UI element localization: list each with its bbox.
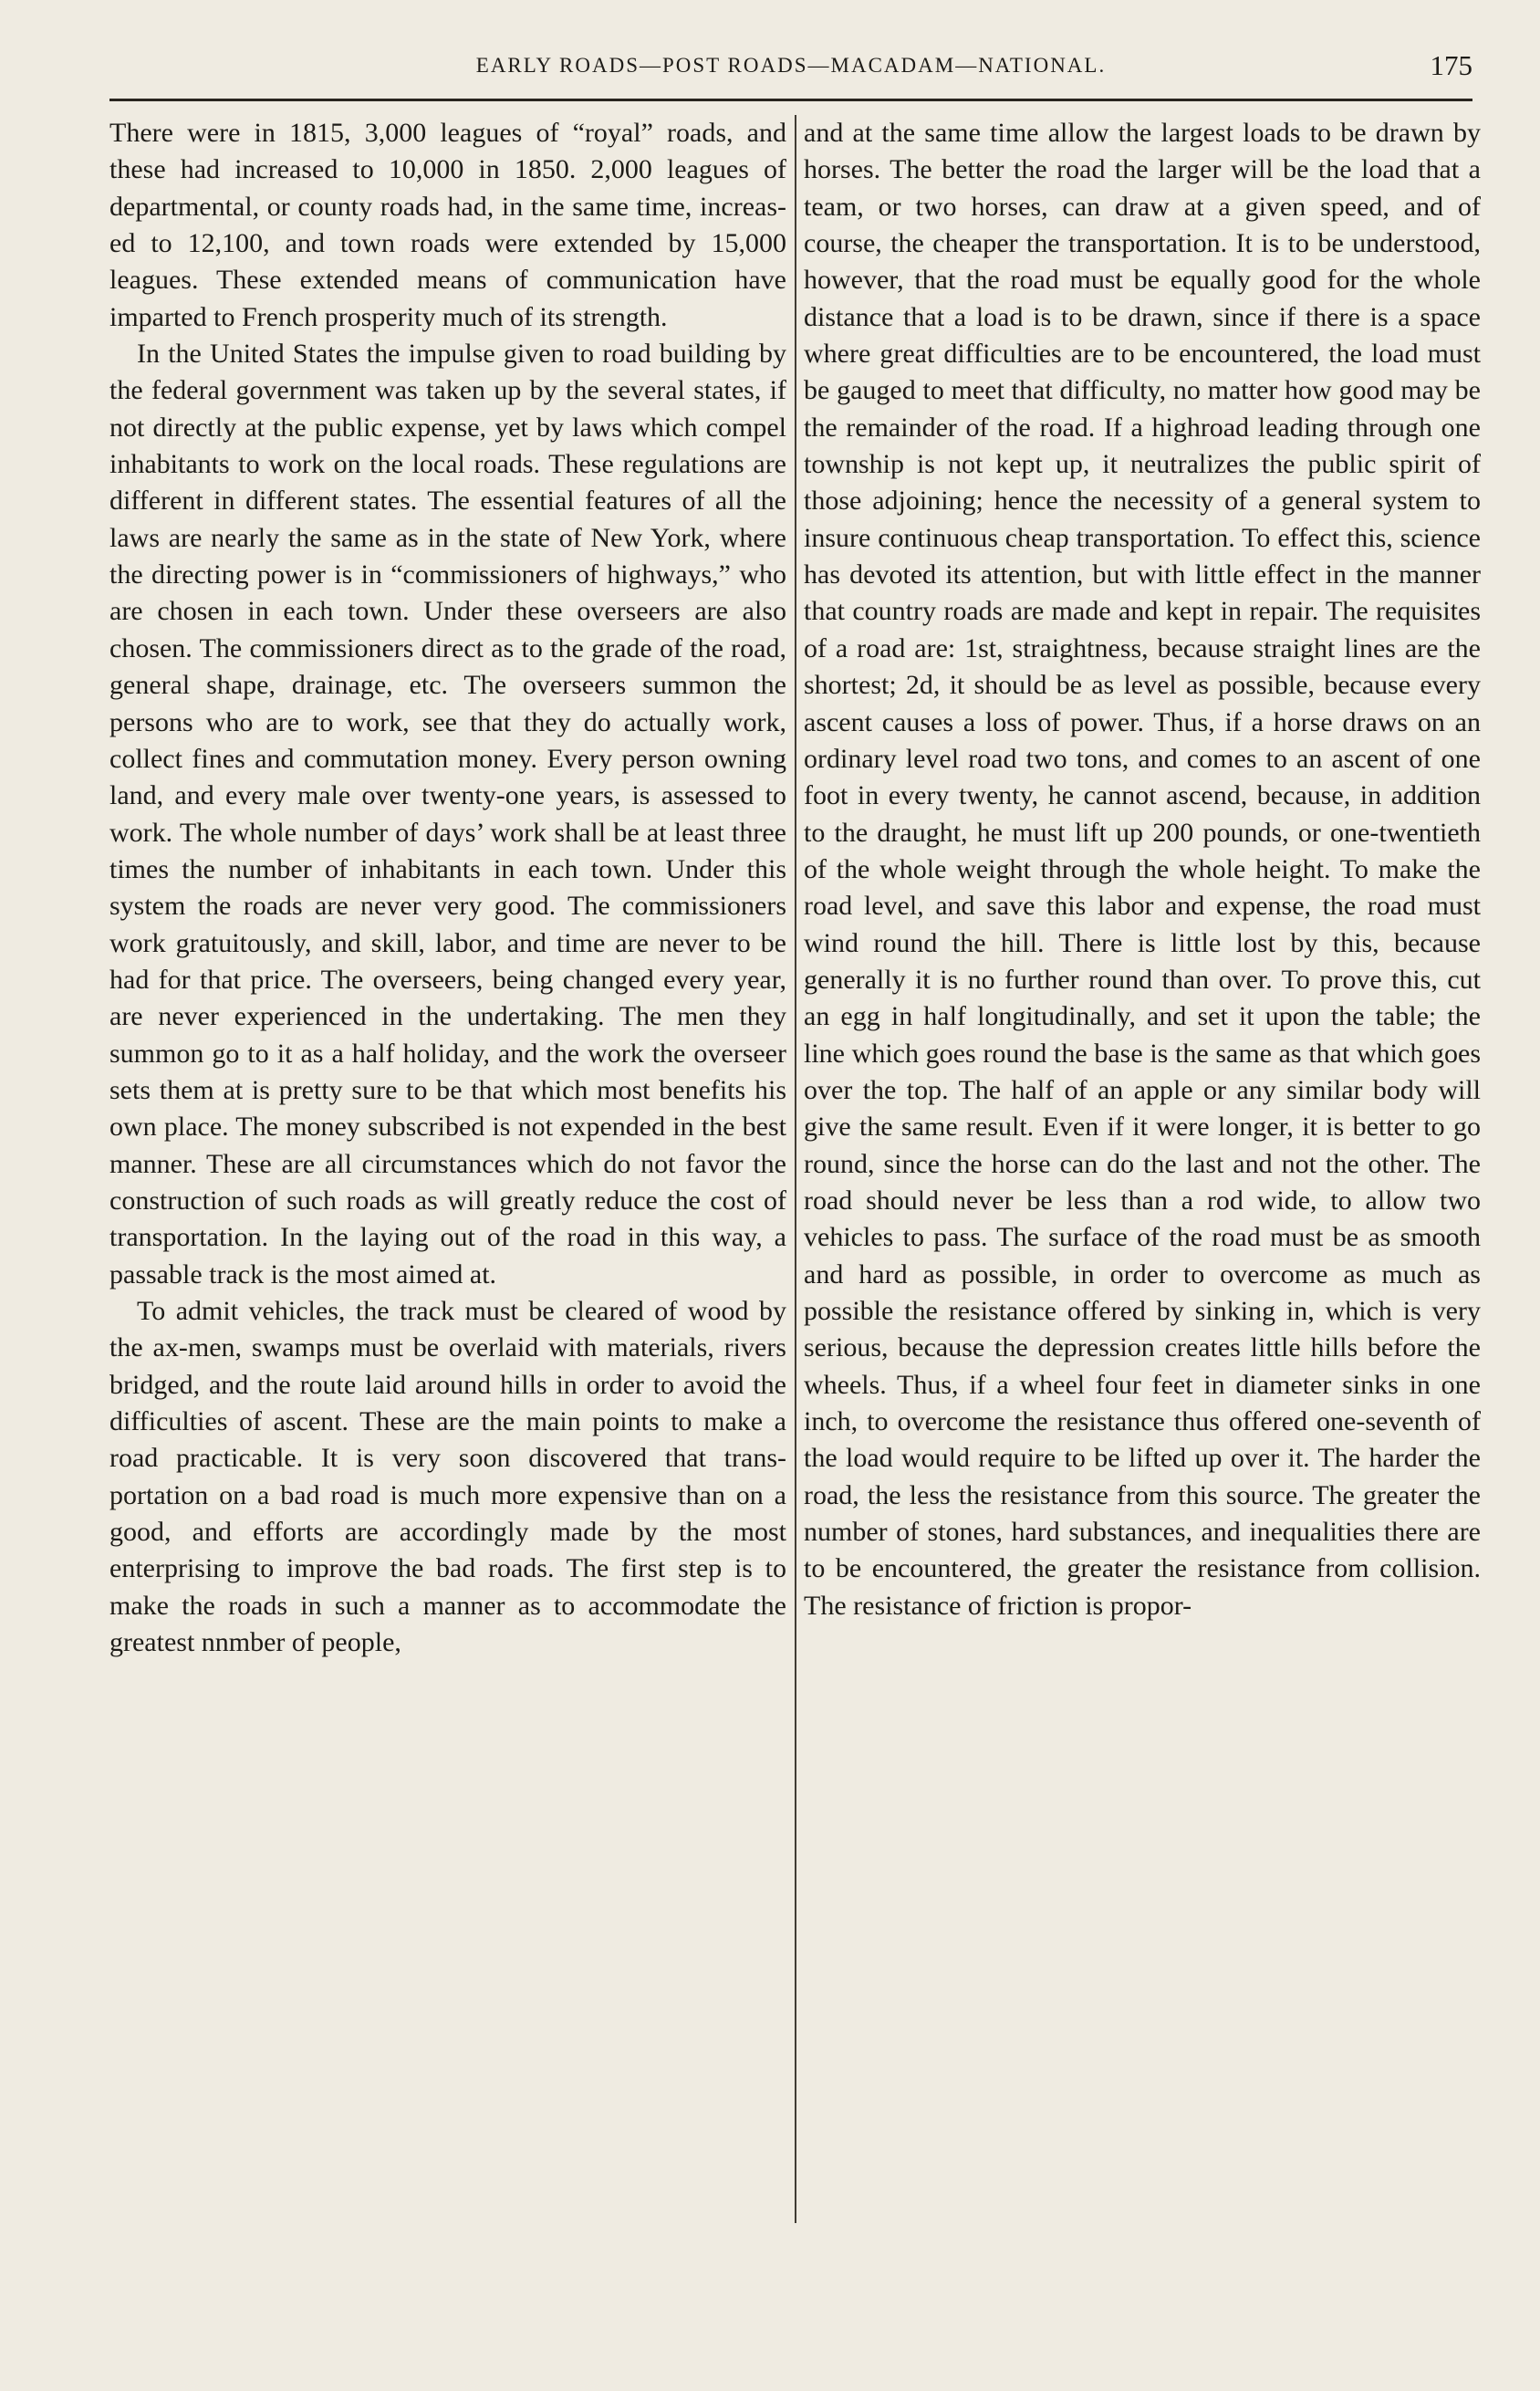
paragraph: To admit vehicles, the track must be cleared of wood by the ax-men, swamps must be overlaid with materials, rivers bridged, and the route laid around hills in order to avoid the difficulties of ascent. These are the main points to make a road practicable. It is very soon discovered that transportation on a bad road is much more expensive than on a good, and efforts are accordingly made by the most enterprising to improve the bad roads. The first step is to make the roads in such a manner as to accommodate the greatest nnmber of people, <box>109 1296 786 1658</box>
column-rule <box>795 115 796 2223</box>
paragraph: In the United States the impulse given to road building by the federal government was taken up by the several states, if not directly at the public expense, yet by laws which compel inhabitants to work on the local roads. These regulations are different in different states. The essential features of all the laws are nearly the same as in the state of New York, where the directing power is in “commissioners of highways,” who are chosen in each town. Under these overseers are also chosen. The commissioners direct as to the grade of the road, general shape, drainage, etc. The overseers summon the persons who are to work, see that they do actually work, collect fines and commutation money. Every person owning land, and every male over twenty-one years, is assessed to work. The whole number of days’ work shall be at least three times the number of inhabitants in each town. Under this system the roads are never very good. The commissioners work gratuitously, and skill, labor, and time are never to be had for that price. The overseers, being changed every year, are never experienced in the undertaking. The men they summon go to it as a half holiday, and the work the overseer sets them at is pretty sure to be that which most benefits his own place. The money subscribed is not expended in the best manner. These are all circumstances which do not favor the construction of such roads as will greatly reduce the cost of transportation. In the laying out of the road in this way, a passable track is the most aimed at. <box>109 339 786 1289</box>
running-title: EARLY ROADS—POST ROADS—MACADAM—NATIONAL. <box>475 54 1107 77</box>
header-rule <box>109 99 1472 101</box>
page-number: 175 <box>1430 49 1472 81</box>
right-column <box>804 115 1481 1624</box>
running-head <box>109 47 1472 84</box>
left-column <box>109 115 786 1661</box>
paragraph: and at the same time allow the largest loads to be drawn by horses. The better the road the larger will be the load that a team, or two horses, can draw at a given speed, and of course, the cheaper the transportation. It is to be understood, however, that the road must be equally good for the whole distance that a load is to be drawn, since if there is a space where great difficulties are to be encountered, the load must be gauged to meet that difficulty, no matter how good may be the remainder of the road. If a highroad leading through one township is not kept up, it neutralizes the public spirit of those adjoining; hence the necessity of a general system to insure continuous cheap transportation. To effect this, science has devoted its attention, but with little effect in the manner that country roads are made and kept in repair. The requisites of a road are: 1st, straightness, because straight lines are the shortest; 2d, it should be as level as possible, because every ascent causes a loss of power. Thus, if a horse draws on an ordinary level road two tons, and comes to an ascent of one foot in every twenty, he cannot ascend, because, in addition to the draught, he must lift up 200 pounds, or one-twentieth of the whole weight through the whole height. To make the road level, and save this labor and expense, the road must wind round the hill. There is little lost by this, because generally it is no further round than over. To prove this, cut an egg in half longitudinally, and set it upon the table; the line which goes round the base is the same as that which goes over the top. The half of an apple or any similar body will give the same result. Even if it were longer, it is better to go round, since the horse can do the last and not the other. The road should never be less than a rod wide, to allow two vehicles to pass. The surface of the road must be as smooth and hard as possible, in order to overcome as much as possible the resistance offered by sinking in, which is very serious, because the depression creates little hills before the wheels. Thus, if a wheel four feet in diameter sinks in one inch, to overcome the resistance thus offered one-seventh of the load would require to be lifted up over it. The harder the road, the less the resistance from this source. The greater the number of stones, hard substances, and inequalities there are to be encountered, the greater the resistance from collision. The resistance of friction is propor- <box>804 118 1481 1621</box>
paragraph: There were in 1815, 3,000 leagues of “royal” roads, and these had increased to 10,000 in 1850. 2,000 leagues of departmental, or county roads had, in the same time, increased to 12,100, and town roads were extended by 15,000 leagues. These extended means of communication have imparted to French prosperity much of its strength. <box>109 118 786 332</box>
